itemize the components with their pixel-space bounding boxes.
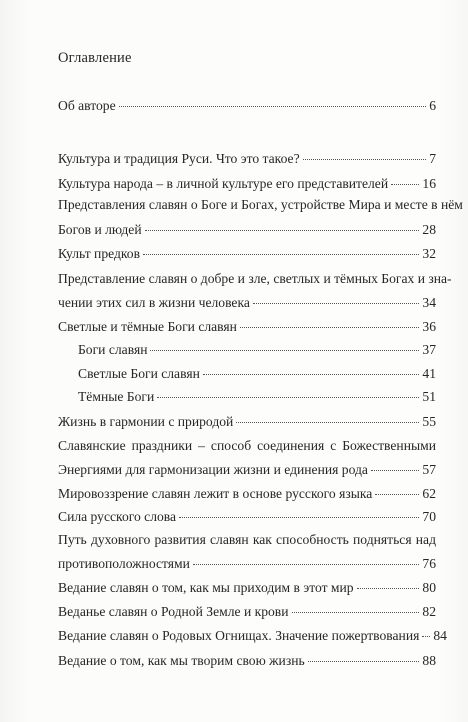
toc-subentry[interactable] [78, 342, 436, 358]
entry-title-line1: Представления славян о Боге и Богах, устройстве Мира и месте в нём [58, 197, 463, 212]
entry-page: 6 [429, 98, 436, 113]
dot-leader [357, 588, 420, 589]
entry-page: 55 [422, 414, 436, 429]
entry-title: Культура и традиция Руси. Что это такое? [58, 151, 300, 166]
dot-leader [150, 350, 419, 351]
entry-page: 84 [433, 628, 447, 643]
entry-title-line2: Энергиями для гармонизации жизни и единения рода [58, 462, 368, 477]
entry-title: Мировоззрение славян лежит в основе русского языка [58, 486, 373, 501]
entry-title-line2: чении этих сил в жизни человека [58, 295, 250, 310]
entry-page: 37 [422, 342, 436, 357]
dot-leader [119, 106, 427, 107]
entry-title: Жизнь в гармонии с природой [58, 414, 234, 429]
entry-page: 34 [422, 295, 436, 310]
entry-title: Тёмные Боги [78, 389, 155, 404]
entry-title: Боги славян [78, 342, 148, 357]
entry-title-line2: противоположностями [58, 556, 190, 571]
entry-page: 28 [422, 222, 436, 237]
dot-leader [303, 159, 427, 160]
dot-leader [145, 230, 420, 231]
toc-subentry[interactable] [78, 389, 436, 405]
toc-entry[interactable] [58, 438, 436, 478]
entry-title: Культура народа – в личной культуре его представителей [58, 176, 389, 191]
entry-title: Светлые Боги славян [78, 366, 200, 381]
toc-entry[interactable] [58, 486, 436, 502]
toc-entry[interactable] [58, 319, 436, 335]
entry-title-line1: Славянские праздники – способ соединения с Божественными [58, 438, 436, 453]
entry-title: Ведание славян о Родовых Огнищах. Значение пожертвования [58, 628, 420, 643]
dot-leader [308, 661, 420, 662]
entry-title: Ведание о том, как мы творим свою жизнь [58, 653, 305, 668]
entry-title: Веданье славян о Родной Земле и крови [58, 604, 289, 619]
toc-subentry[interactable] [78, 366, 436, 382]
entry-page: 76 [422, 556, 436, 571]
entry-page: 41 [422, 366, 436, 381]
entry-page: 82 [422, 604, 436, 619]
entry-page: 32 [422, 246, 436, 261]
dot-leader [422, 636, 430, 637]
toc-entry[interactable] [58, 628, 447, 644]
entry-title-line1: Представление славян о добре и зле, светлых и тёмных Богах и зна- [58, 271, 452, 286]
entry-page: 16 [422, 176, 436, 191]
dot-leader [203, 374, 420, 375]
entry-title-line2: Богов и людей [58, 222, 142, 237]
dot-leader [143, 254, 419, 255]
entry-page: 51 [422, 389, 436, 404]
entry-page: 70 [422, 509, 436, 524]
toc-entry[interactable] [58, 176, 436, 192]
dot-leader [375, 494, 419, 495]
dot-leader [292, 612, 420, 613]
dot-leader [236, 422, 419, 423]
entry-page: 57 [422, 462, 436, 477]
entry-page: 36 [422, 319, 436, 334]
toc-entry[interactable] [58, 580, 436, 596]
toc-entry[interactable] [58, 532, 436, 572]
entry-title: Светлые и тёмные Боги славян [58, 319, 237, 334]
toc-entry[interactable] [58, 151, 436, 167]
entry-page: 7 [429, 151, 436, 166]
toc-entry[interactable] [58, 271, 452, 311]
dot-leader [391, 184, 419, 185]
entry-title: Ведание славян о том, как мы приходим в этот мир [58, 580, 354, 595]
dot-leader [179, 517, 419, 518]
dot-leader [193, 564, 420, 565]
toc-entry[interactable] [58, 246, 436, 262]
entry-title: Об авторе [58, 98, 116, 113]
dot-leader [157, 397, 419, 398]
entry-title: Культ предков [58, 246, 141, 261]
dot-leader [240, 327, 419, 328]
toc-entry[interactable] [58, 509, 436, 525]
toc-heading: Оглавление [58, 50, 132, 66]
toc-entry[interactable] [58, 653, 436, 669]
toc-entry[interactable] [58, 98, 436, 114]
dot-leader [253, 303, 420, 304]
entry-page: 80 [422, 580, 436, 595]
toc-entry[interactable] [58, 604, 436, 620]
entry-title-line1: Путь духовного развития славян как способность подняться над [58, 532, 436, 547]
toc-entry[interactable] [58, 197, 463, 238]
toc-entry[interactable] [58, 414, 436, 430]
entry-title: Сила русского слова [58, 509, 177, 524]
entry-page: 88 [422, 653, 436, 668]
entry-page: 62 [422, 486, 436, 501]
dot-leader [371, 470, 419, 471]
